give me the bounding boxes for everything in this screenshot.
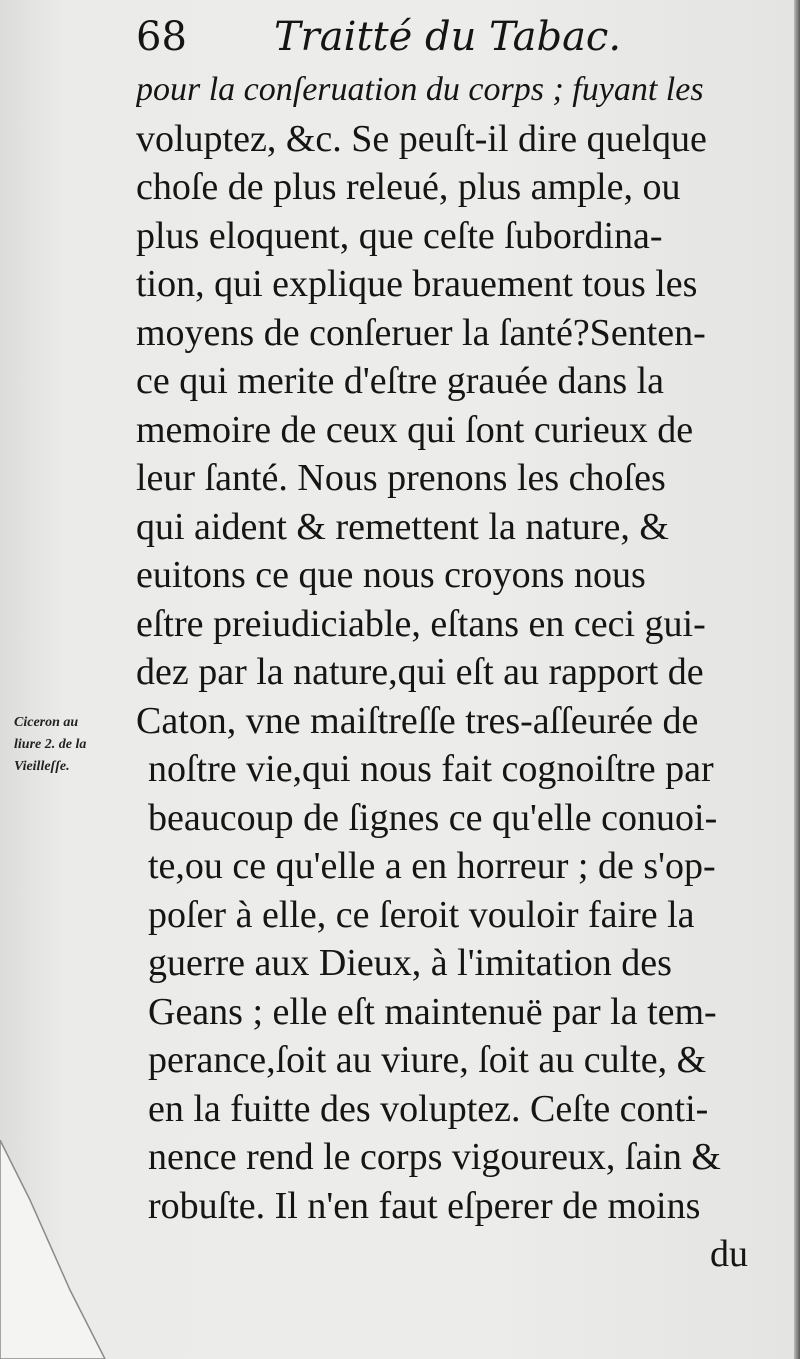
text-line: perance,ſoit au viure, ſoit au culte, &: [148, 1039, 707, 1081]
page-header: [136, 12, 756, 62]
text-line: moyens de conſeruer la ſanté?Senten-: [136, 311, 706, 354]
text-line: tion, qui explique brauement tous les: [136, 263, 698, 305]
text-line: choſe de plus releué, plus ample, ou: [136, 166, 681, 208]
text-line: en la fuitte des voluptez. Ceſte conti-: [148, 1087, 709, 1130]
text-line: voluptez, &c. Se peuſt-il dire quelque: [136, 117, 707, 160]
text-line: plus eloquent, que ceſte ſubordina-: [136, 214, 663, 257]
text-line: memoire de ceux qui ſont curieux de: [136, 408, 694, 451]
text-line: Geans ; elle eſt maintenuë par la tem-: [148, 990, 717, 1033]
text-line: te,ou ce qu'elle a en horreur ; de s'op-: [148, 845, 716, 887]
body-text: [136, 66, 748, 1279]
text-line: Caton, vne maiſtreſſe tres-aſſeurée de: [136, 699, 699, 742]
page-number: 68: [136, 14, 187, 60]
text-line: dez par la nature,qui eſt au rapport de: [136, 651, 704, 693]
text-line: beaucoup de ſignes ce qu'elle conuoi-: [148, 796, 718, 839]
text-line: leur ſanté. Nous prenons les choſes: [136, 457, 666, 499]
text-line: nence rend le corps vigoureux, ſain &: [148, 1136, 721, 1178]
torn-page-corner: [0, 1140, 120, 1359]
catchword: du: [710, 1233, 748, 1275]
text-line: eſtre preiudiciable, eſtans en ceci gui-: [136, 602, 706, 645]
text-line: robuſte. Il n'en faut eſperer de moins: [148, 1184, 701, 1227]
text-line: qui aident & remettent la nature, &: [136, 505, 669, 548]
text-line: euitons ce que nous croyons nous: [136, 554, 646, 596]
marginal-note-line: liure 2. de la: [14, 737, 87, 752]
running-title: Traitté du Tabac.: [274, 14, 622, 60]
text-line: noſtre vie,qui nous fait cognoiſtre par: [148, 748, 714, 790]
marginal-note-line: Ciceron au: [14, 715, 79, 730]
text-line: guerre aux Dieux, à l'imitation des: [148, 942, 672, 984]
marginal-note-line: Vieilleſſe.: [14, 759, 70, 774]
page-edge-shadow: [794, 0, 800, 1359]
text-line: poſer à elle, ce ſeroit vouloir faire la: [148, 893, 695, 936]
text-line: pour la conſeruation du corps ; fuyant les: [136, 71, 704, 108]
text-line: ce qui merite d'eſtre grauée dans la: [136, 360, 665, 402]
marginal-note: [14, 712, 144, 778]
